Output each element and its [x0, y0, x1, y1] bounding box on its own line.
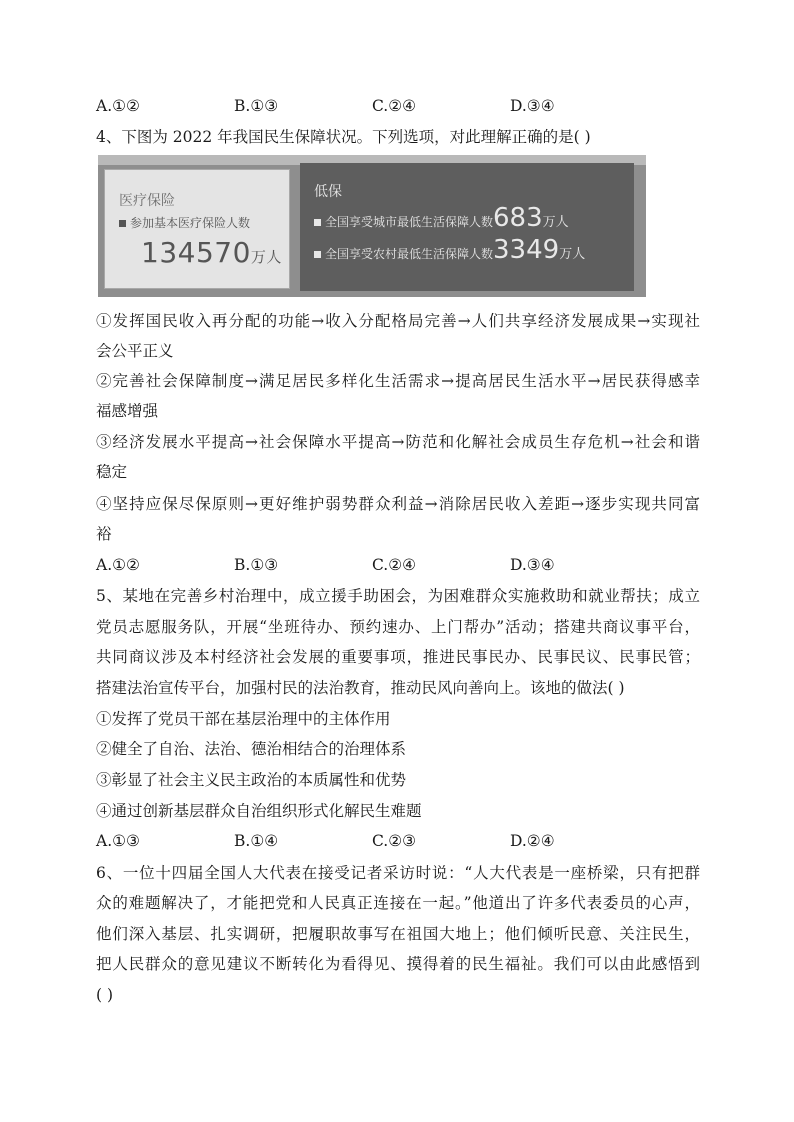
- q5-option-b: B.①④: [234, 832, 279, 850]
- q3-option-b: B.①③: [234, 97, 279, 115]
- q5-stem-line-4: 搭建法治宣传平台，加强村民的法治教育，推动民风向善向上。该地的做法( ): [96, 679, 625, 697]
- q4-statement-2-line-1: ②完善社会保障制度→满足居民多样化生活需求→提高居民生活水平→居民获得感幸: [96, 372, 700, 390]
- q5-stem-line-1: 5、某地在完善乡村治理中，成立援手助困会，为困难群众实施救助和就业帮扶；成立: [96, 587, 700, 605]
- q6-stem-line-2: 众的难题解决了，才能把党和人民真正连接在一起。”他道出了许多代表委员的心声，: [96, 894, 700, 912]
- urban-minimum-living-number: 683: [493, 203, 543, 233]
- medical-insurance-unit: 万人: [250, 248, 282, 266]
- minimum-living-panel: [300, 163, 634, 291]
- medical-insurance-label: 参加基本医疗保险人数: [130, 216, 251, 230]
- bullet-square-icon: [119, 220, 126, 227]
- q5-stem-line-3: 共同商议涉及本村经济社会发展的重要事项，推进民事民办、民事民议、民事民管；: [96, 648, 700, 666]
- q4-option-a: A.①②: [96, 556, 140, 574]
- minimum-living-title: 低保: [314, 184, 342, 200]
- q5-statement-1: ①发挥了党员干部在基层治理中的主体作用: [96, 710, 391, 728]
- q4-option-b: B.①③: [234, 556, 279, 574]
- urban-minimum-living-item: [314, 203, 569, 233]
- q5-option-c: C.②③: [372, 832, 417, 850]
- urban-minimum-living-label: 全国享受城市最低生活保障人数: [325, 215, 494, 229]
- rural-minimum-living-item: [314, 235, 585, 265]
- rural-minimum-living-number: 3349: [493, 235, 560, 265]
- q4-statement-2-line-2: 福感增强: [96, 402, 159, 420]
- medical-insurance-value: [141, 236, 282, 269]
- q3-option-d: D.③④: [510, 97, 555, 115]
- bullet-square-icon: [314, 219, 321, 226]
- q4-statement-1-line-1: ①发挥国民收入再分配的功能→收入分配格局完善→人们共享经济发展成果→实现社: [96, 312, 700, 330]
- q4-figure: [98, 155, 646, 297]
- q6-stem-line-1: 6、一位十四届全国人大代表在接受记者采访时说：“人大代表是一座桥梁，只有把群: [96, 864, 700, 882]
- urban-minimum-living-unit: 万人: [542, 215, 569, 230]
- q4-option-d: D.③④: [510, 556, 555, 574]
- q5-option-d: D.②④: [510, 832, 555, 850]
- q5-stem-line-2: 党员志愿服务队，开展“坐班待办、预约速办、上门帮办”活动；搭建共商议事平台，: [96, 618, 700, 636]
- q4-statement-3-line-1: ③经济发展水平提高→社会保障水平提高→防范和化解社会成员生存危机→社会和谐: [96, 433, 700, 451]
- q4-statement-1-line-2: 会公平正义: [96, 342, 174, 360]
- q5-statement-3: ③彰显了社会主义民主政治的本质属性和优势: [96, 771, 407, 789]
- q3-option-c: C.②④: [372, 97, 417, 115]
- q5-statement-4: ④通过创新基层群众自治组织形式化解民生难题: [96, 802, 422, 820]
- q3-option-a: A.①②: [96, 97, 140, 115]
- medical-insurance-title: 医疗保险: [119, 193, 175, 209]
- q4-stem: 4、下图为 2022 年我国民生保障状况。下列选项，对此理解正确的是( ): [96, 128, 591, 146]
- q4-statement-4-line-1: ④坚持应保尽保原则→更好维护弱势群众利益→消除居民收入差距→逐步实现共同富: [96, 495, 700, 513]
- medical-insurance-panel: [104, 169, 290, 289]
- q4-statement-4-line-2: 裕: [96, 525, 112, 543]
- rural-minimum-living-label: 全国享受农村最低生活保障人数: [325, 247, 494, 261]
- q4-statement-3-line-2: 稳定: [96, 463, 128, 481]
- q5-option-a: A.①③: [96, 832, 140, 850]
- bullet-square-icon: [314, 251, 321, 258]
- medical-insurance-item: [119, 214, 250, 231]
- q6-stem-line-4: 把人民群众的意见建议不断转化为看得见、摸得着的民生福祉。我们可以由此感悟到: [96, 955, 700, 973]
- q5-statement-2: ②健全了自治、法治、德治相结合的治理体系: [96, 740, 407, 758]
- q6-answer-bracket: ( ): [96, 986, 114, 1004]
- rural-minimum-living-unit: 万人: [559, 247, 586, 262]
- medical-insurance-number: 134570: [141, 236, 251, 269]
- q4-option-c: C.②④: [372, 556, 417, 574]
- q6-stem-line-3: 他们深入基层、扎实调研，把履职故事写在祖国大地上；他们倾听民意、关注民生，: [96, 925, 700, 943]
